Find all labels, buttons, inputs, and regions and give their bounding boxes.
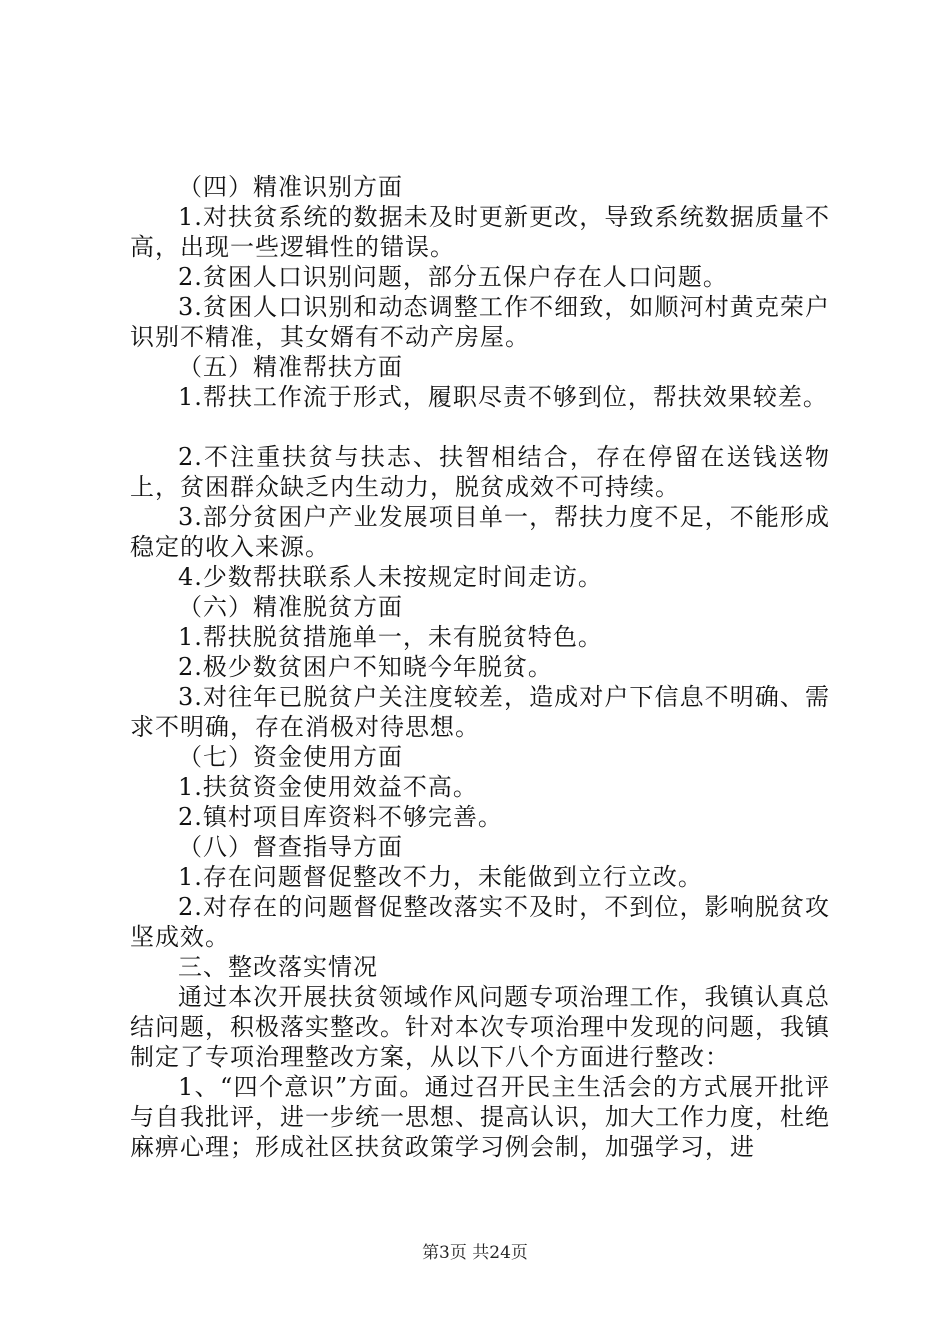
page-footer: 第3页 共24页 [422, 1243, 528, 1263]
paragraph: 1.对扶贫系统的数据未及时更新更改，导致系统数据质量不高，出现一些逻辑性的错误。 [130, 203, 830, 261]
paragraph: 三、整改落实情况 [178, 953, 378, 981]
paragraph: 3.部分贫困户产业发展项目单一，帮扶力度不足，不能形成稳定的收入来源。 [130, 503, 830, 561]
paragraph: 4.少数帮扶联系人未按规定时间走访。 [178, 563, 603, 591]
paragraph: 通过本次开展扶贫领域作风问题专项治理工作，我镇认真总结问题，积极落实整改。针对本次专项治理中发现的问题，我镇制定了专项治理整改方案，从以下八个方面进行整改： [130, 983, 830, 1071]
paragraph: 1.帮扶工作流于形式，履职尽责不够到位，帮扶效果较差。 [178, 383, 828, 411]
paragraph: 1、“四个意识”方面。通过召开民主生活会的方式展开批评与自我批评，进一步统一思想、提高认识，加大工作力度，杜绝麻痹心理；形成社区扶贫政策学习例会制，加强学习，进 [130, 1073, 830, 1161]
paragraph: 2.对存在的问题督促整改落实不及时，不到位，影响脱贫攻坚成效。 [130, 893, 830, 951]
paragraph: 2.贫困人口识别问题，部分五保户存在人口问题。 [178, 263, 728, 291]
paragraph: 2.不注重扶贫与扶志、扶智相结合，存在停留在送钱送物上，贫困群众缺乏内生动力，脱贫成效不可持续。 [130, 443, 830, 501]
paragraph: （五）精准帮扶方面 [178, 353, 403, 381]
paragraph: 3.对往年已脱贫户关注度较差，造成对户下信息不明确、需求不明确，存在消极对待思想。 [130, 683, 830, 741]
paragraph: 2.镇村项目库资料不够完善。 [178, 803, 503, 831]
paragraph: 1.存在问题督促整改不力，未能做到立行立改。 [178, 863, 703, 891]
paragraph: 3.贫困人口识别和动态调整工作不细致，如顺河村黄克荣户识别不精准，其女婿有不动产房屋。 [130, 293, 830, 351]
paragraph: （六）精准脱贫方面 [178, 593, 403, 621]
paragraph: 1.帮扶脱贫措施单一，未有脱贫特色。 [178, 623, 603, 651]
paragraph: 2.极少数贫困户不知晓今年脱贫。 [178, 653, 553, 681]
paragraph: 1.扶贫资金使用效益不高。 [178, 773, 478, 801]
paragraph: （八）督查指导方面 [178, 833, 403, 861]
paragraph: （七）资金使用方面 [178, 743, 403, 771]
document-body [130, 172, 830, 1162]
paragraph: （四）精准识别方面 [178, 173, 403, 201]
